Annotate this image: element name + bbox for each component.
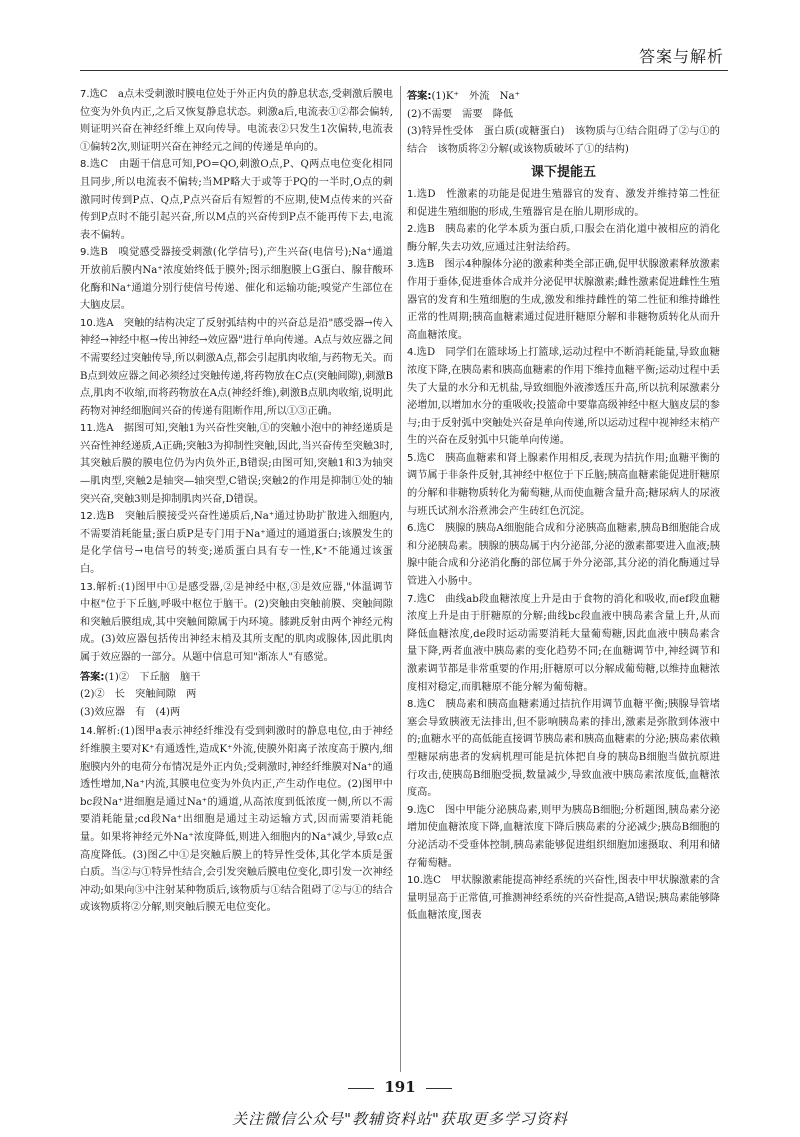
answer-text: (2)不需要 需要 降低 <box>407 108 514 120</box>
answer-item <box>407 256 720 344</box>
answer-item <box>80 508 393 578</box>
answer-item <box>80 86 393 156</box>
answer-line <box>407 88 720 106</box>
left-column <box>80 86 393 1072</box>
item-number: 3. <box>407 259 417 271</box>
answer-line <box>80 669 393 687</box>
page-number-dash-left <box>348 1088 374 1089</box>
item-number: 5. <box>407 452 417 464</box>
section-title: 课下提能五 <box>530 165 596 181</box>
answer-line <box>80 686 393 704</box>
item-number: 9. <box>407 804 417 816</box>
footer-note: 关注微信公众号"教辅资料站"获取更多学习资料 <box>232 1110 568 1128</box>
answer-item <box>407 802 720 872</box>
left-items <box>80 86 393 667</box>
item-text: 选C 曲线ab段血糖浓度上升是由于食物的消化和吸收,而ef段血糖浓度上升是由于肝糖原的分解;曲线bc段血液中胰岛素含量上升,从而降低血糖浓度,de段时运动需要消耗大量葡萄糖,因此血液中胰岛素含量下降,两者血液中胰岛素的变化趋势不同;在血糖调节中,神经调节和激素调节都是非常重要的作用;肝糖原可以分解成葡萄糖,以维持血糖浓度相对稳定,而肌糖原不能分解为葡萄糖。 <box>407 593 720 693</box>
right-items <box>407 186 720 925</box>
item-text: 选A 据图可知,突触1为兴奋性突触,①的突触小泡中的神经递质是兴奋性神经递质,A正确;突触3为抑制性突触,因此,当兴奋传至突触3时,其突触后膜的膜电位仍为内负外正,B错误;由图可知,突触1和3为轴突—肌肉型,突触2是轴突—轴突型,C错误;突触2的作用是抑制①处的轴突兴奋,突触3则是抑制肌肉兴奋,D错误。 <box>80 423 393 505</box>
item-number: 9. <box>80 247 90 259</box>
item-text: 选C 胰高血糖素和肾上腺素作用相反,表现为拮抗作用;血糖平衡的调节属于非条件反射,其神经中枢位于下丘脑;胰高血糖素能促进肝糖原的分解和非糖物质转化为葡萄糖,从而使血糖含量升高;糖尿病人的尿液与班氏试剂水浴煮沸会产生砖红色沉淀。 <box>407 452 720 517</box>
item-text: 选B 突触后膜接受兴奋性递质后,Na⁺通过协助扩散进入细胞内,不需要消耗能量;蛋白质P是专门用于Na⁺通过的通道蛋白;该膜发生的是化学信号→电信号的转变;递质蛋白具有专一性,K⁺不能通过该蛋白。 <box>80 511 393 576</box>
answer-item <box>407 872 720 925</box>
answer-line <box>407 123 720 158</box>
item-number: 1. <box>407 188 417 200</box>
answer-14 <box>407 88 720 158</box>
item-text: 选B 图示4种腺体分泌的激素种类全部正确,促甲状腺激素释放激素作用于垂体,促进垂体合成并分泌促甲状腺激素;雌性激素促进雌性生殖器官的发育和生殖细胞的生成,激发和维持雌性的第二性征和维持雌性正常的性周期;胰高血糖素通过促进肝糖原分解和非糖物质转化从而升高血糖浓度。 <box>407 259 720 341</box>
answer-item <box>407 520 720 590</box>
left-items-2 <box>80 723 393 917</box>
page-number-dash-right <box>426 1088 452 1089</box>
answer-item <box>80 315 393 421</box>
answer-item <box>407 450 720 520</box>
item-number: 7. <box>407 593 417 605</box>
answer-text: (1)K⁺ 外流 Na⁺ <box>431 91 520 102</box>
answer-text: (2)② 长 突触间隙 两 <box>80 689 197 701</box>
item-text: 解析:(1)图甲a表示神经纤维没有受到刺激时的静息电位,由于神经纤维膜主要对K⁺有通透性,造成K⁺外流,使膜外阳离子浓度高于膜内,细胞膜内外的电荷分布情况是外正内负;受刺激时,神经纤维膜对Na⁺的通透性增加,Na⁺内流,其膜电位变为外负内正,产生动作电位。(2)图甲中bc段Na⁺进细胞是通过Na⁺的通道,从高浓度到低浓度一侧,所以不需要消耗能量;cd段Na⁺出细胞是通过主动运输方式,因而需要消耗能量。如果将神经元外Na⁺浓度降低,则进入细胞内的Na⁺减少,导致c点高度降低。(3)图乙中①是突触后膜上的特异性受体,其化学本质是蛋白质。当②与①特异性结合,会引发突触后膜电位变化,即引发一次神经冲动;如果向③中注射某种物质后,该物质与①结合阻碍了②与①的结合或该物质将②分解,则突触后膜无电位变化。 <box>80 726 393 914</box>
item-number: 14. <box>80 726 96 738</box>
answer-line <box>80 704 393 722</box>
item-text: 选C 胰腺的胰岛A细胞能合成和分泌胰高血糖素,胰岛B细胞能合成和分泌胰岛素。胰腺的胰岛属于内分泌部,分泌的激素都要进入血液;胰腺中能合成和分泌消化酶的部位属于外分泌部,其分泌的消化酶通过导管进入小肠中。 <box>407 523 720 588</box>
item-text: 选C 胰岛素和胰高血糖素通过拮抗作用调节血糖平衡;胰腺导管堵塞会导致胰液无法排出,但不影响胰岛素的排出,激素是弥散到体液中的;血糖水平的高低能直接调节胰岛素和胰高血糖素的分泌;胰岛素依赖型糖尿病患者的发病机理可能是抗体把自身的胰岛B细胞当做抗原进行攻击,使胰岛B细胞受损,数量减少,导致血液中胰岛素浓度低,血糖浓度高。 <box>407 699 720 799</box>
right-column <box>407 86 720 1072</box>
page-header <box>80 30 728 71</box>
item-text: 解析:(1)图甲中①是感受器,②是神经中枢,③是效应器,"体温调节中枢"位于下丘脑,呼吸中枢位于脑干。(2)突触由突触前膜、突触间隙和突触后膜组成,其中突触间隙属于内环境。膝跳反射由两个神经元构成。(3)效应器包括传出神经末梢及其所支配的肌肉或腺体,因此肌肉属于效应器的一部分。从题中信息可知"渐冻人"有感觉。 <box>80 581 393 663</box>
item-number: 4. <box>407 347 417 359</box>
answer-item <box>407 221 720 256</box>
answer-item <box>80 579 393 667</box>
item-text: 选A 突触的结构决定了反射弧结构中的兴奋总是沿"感受器→传入神经→神经中枢→传出神经→效应器"进行单向传递。A点与效应器之间不需要经过突触传导,所以刺激A点,都会引起肌肉收缩,与药物无关。而B点到效应器之间必须经过突触传递,将药物放在C点(突触间隙),刺激B点,肌肉不收缩,而将药物放在A点(神经纤维),刺激B点肌肉收缩,说明此药物对神经细胞间兴奋的传递有阻断作用,所以①③正确。 <box>80 317 393 417</box>
answer-item <box>407 591 720 697</box>
page-number <box>0 1078 800 1096</box>
item-text: 选C a点未受刺激时膜电位处于外正内负的静息状态,受刺激后膜电位变为外负内正,之后又恢复静息状态。刺激a后,电流表①②都会偏转,则证明兴奋在神经纤维上双向传导。电流表②只发生1次偏转,电流表①偏转2次,则证明兴奋在神经元之间的传递是单向的。 <box>80 89 393 153</box>
item-number: 8. <box>80 159 90 171</box>
item-number: 6. <box>407 523 417 535</box>
item-number: 7. <box>80 89 90 100</box>
item-text: 选C 图中甲能分泌胰岛素,则甲为胰岛B细胞;分析题图,胰岛素分泌增加使血糖浓度下降,血糖浓度下降后胰岛素的分泌减少;胰岛B细胞的分泌活动不受垂体控制,胰岛素能够促进组织细胞加速摄取、利用和储存葡萄糖。 <box>407 804 720 869</box>
answer-text: (3)效应器 有 (4)两 <box>80 706 181 718</box>
answer-line <box>407 106 720 124</box>
answer-label: 答案: <box>80 671 105 683</box>
answer-item <box>80 420 393 508</box>
answer-13 <box>80 669 393 722</box>
answer-item <box>407 344 720 450</box>
item-text: 选C 甲状腺激素能提高神经系统的兴奋性,图表中甲状腺激素的含量明显高于正常值,可推测神经系统的兴奋性提高,A错误;胰岛素能够降低血糖浓度,图表 <box>407 875 720 922</box>
answer-text: (1)② 下丘脑 脑干 <box>104 671 201 683</box>
page-number-text: 191 <box>384 1078 416 1096</box>
header-title: 答案与解析 <box>638 47 724 66</box>
item-number: 8. <box>407 699 417 711</box>
answer-label: 答案: <box>407 91 432 102</box>
answer-item <box>80 156 393 244</box>
item-text: 选D 同学们在篮球场上打篮球,运动过程中不断消耗能量,导致血糖浓度下降,在胰岛素和胰高血糖素的作用下维持血糖平衡;运动过程中丢失了大量的水分和无机盐,导致细胞外液渗透压升高,所以抗利尿激素分泌增加,以增加水分的重吸收;投篮命中要靠高级神经中枢大脑皮层的参与;由于反射弧中突触处兴奋是单向传递,所以运动过程中视神经末梢产生的兴奋在反射弧中只能单向传递。 <box>407 347 720 447</box>
answer-item <box>80 723 393 917</box>
item-text: 选B 嗅觉感受器接受刺激(化学信号),产生兴奋(电信号);Na⁺通道开放前后膜内Na⁺浓度始终低于膜外;图示细胞膜上G蛋白、腺苷酸环化酶和Na⁺通道分别行使信号传递、催化和运输功能;嗅觉产生部位在大脑皮层。 <box>80 247 393 312</box>
item-text: 选C 由题干信息可知,PO=QO,刺激O点,P、Q两点电位变化相同且同步,所以电流表不偏转;当MP略大于或等于PQ的一半时,O点的刺激同时传到P点、Q点,P点兴奋后有短暂的不应期,使M点传来的兴奋传到P点时不能引起兴奋,所以M点的兴奋传到P点不能再传下去,电流表不偏转。 <box>80 159 393 241</box>
item-number: 12. <box>80 511 96 523</box>
answer-text: (3)特异性受体 蛋白质(或糖蛋白) 该物质与①结合阻碍了②与①的结合 该物质将②分解(或该物质破坏了①的结构) <box>407 126 720 155</box>
answer-item <box>80 244 393 314</box>
answer-item <box>407 186 720 221</box>
answer-item <box>407 696 720 802</box>
item-number: 10. <box>80 317 96 329</box>
item-number: 11. <box>80 423 96 435</box>
item-number: 2. <box>407 224 417 236</box>
item-text: 选D 性激素的功能是促进生殖器官的发育、激发并维持第二性征和促进生殖细胞的形成,生殖器官是在胎儿期形成的。 <box>407 188 720 218</box>
column-divider <box>400 86 401 1072</box>
item-number: 10. <box>407 875 423 887</box>
item-text: 选B 胰岛素的化学本质为蛋白质,口服会在消化道中被相应的消化酶分解,失去功效,应通过注射法给药。 <box>407 224 720 253</box>
item-number: 13. <box>80 581 96 593</box>
